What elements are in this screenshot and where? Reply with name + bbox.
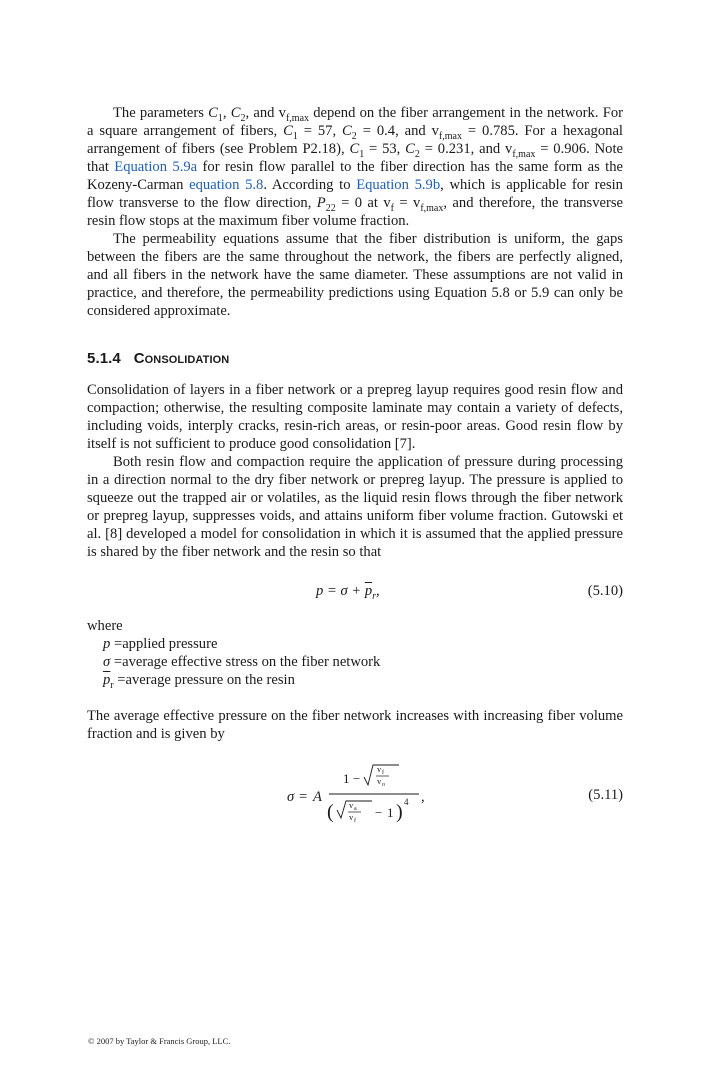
svg-text:,: , <box>421 789 425 805</box>
svg-text:=: = <box>299 789 308 805</box>
equation-5-11 <box>87 761 623 829</box>
svg-text:σ: σ <box>287 789 295 805</box>
svg-text:o: o <box>382 782 385 788</box>
svg-text:v: v <box>349 800 354 810</box>
where-label: where <box>87 618 123 634</box>
svg-text:−: − <box>353 771 361 786</box>
svg-text:−: − <box>375 805 383 820</box>
svg-text:1: 1 <box>343 771 350 786</box>
copyright-footer: © 2007 by Taylor & Francis Group, LLC. <box>88 1036 231 1046</box>
svg-text:): ) <box>396 801 403 823</box>
section-heading: 5.1.4 Consolidation <box>87 350 230 367</box>
svg-text:v: v <box>349 812 354 822</box>
link-equation-5-8[interactable]: equation 5.8 <box>189 177 264 193</box>
page-content <box>87 104 623 829</box>
paragraph-parameters: The parameters $C_1$, $C_2$, and $v_{f,max}$ depend on the fiber arrangement in the network. For a square arrangement of fibers, $C_1 = 57$, $C_2 = 0.4$, and $v_{f,max} = 0.785$. For a hexagonal arrangement of fibers (see Problem P2.18), $C_1 = 53$, $C_2 = 0.231$, and $v_{f,max} = 0.906$. Note that Equation 5.9a for resin flow parallel to the fiber direction has the same form as the Kozeny-Carman equation 5.8. According to Equation 5.9b, which is applicable for resin flow transverse to the flow direction, $P_{22} = 0$ at $v_f = v_{f,max}$, and therefore, the transverse resin flow stops at the maximum fiber volume fraction. <box>87 105 624 229</box>
definitions-list <box>103 635 623 689</box>
definition-p: p =applied pressure <box>103 636 218 652</box>
equation-5-11-formula <box>87 761 623 829</box>
equation-5-11-number: (5.11) <box>588 787 623 803</box>
svg-text:v: v <box>377 764 382 774</box>
equation-5-10: $p = \sigma + \overline{p}_r$, (5.10) <box>316 583 623 602</box>
paragraph-permeability: The permeability equations assume that the fiber distribution is uniform, the gaps between the fibers are the same throughout the network, the fibers are perfectly aligned, and all fibers in the network have the same diameter. These assumptions are not valid in practice, and therefore, the permeability predictions using Equation 5.8 or 5.9 can only be considered approximate. <box>87 231 623 319</box>
svg-text:1: 1 <box>387 805 394 820</box>
definition-sigma: σ =average effective stress on the fiber network <box>103 654 381 670</box>
definition-pr: $\overline{p}_r$ =average pressure on the resin <box>103 672 295 691</box>
link-equation-5-9b[interactable]: Equation 5.9b <box>356 177 441 193</box>
paragraph-resin-flow: Both resin flow and compaction require the application of pressure during processing in a direction normal to the dry fiber network or prepreg layup. The pressure is applied to squeeze out the trapped air or volatiles, as the liquid resin flows through the fiber network or prepreg layup, suppresses voids, and attains uniform fiber volume fraction. Gutowski et al. [8] developed a model for consolidation in which it is assumed that the applied pressure is shared by the fiber network and the resin so that <box>87 454 623 560</box>
link-equation-5-9a[interactable]: Equation 5.9a <box>114 159 198 175</box>
svg-text:f: f <box>382 770 384 776</box>
svg-text:A: A <box>313 789 322 805</box>
svg-text:(: ( <box>327 801 334 823</box>
paragraph-effective-pressure: The average effective pressure on the fiber network increases with increasing fiber volume fraction and is given by <box>87 708 623 742</box>
svg-text:4: 4 <box>404 797 409 807</box>
svg-text:f: f <box>354 818 356 824</box>
svg-text:v: v <box>377 776 382 786</box>
paragraph-consolidation: Consolidation of layers in a fiber network or a prepreg layup requires good resin flow and compaction; otherwise, the resulting composite laminate may contain a variety of defects, including voids, interply cracks, resin-rich areas, or resin-poor areas. Good resin flow by itself is not sufficient to produce good consolidation [7]. <box>87 382 623 452</box>
svg-text:a: a <box>354 806 357 812</box>
